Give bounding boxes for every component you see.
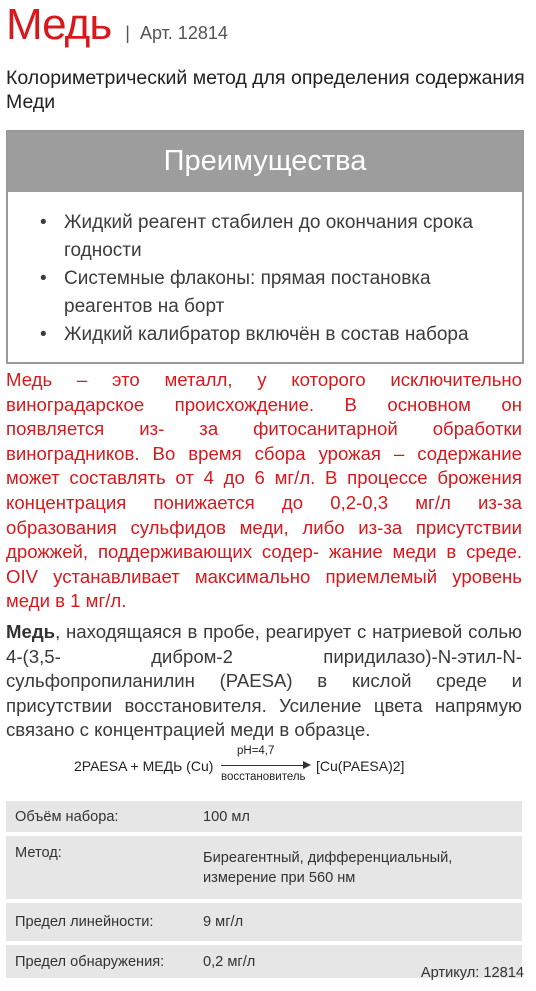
bullet-icon: • — [40, 212, 47, 233]
title-separator: | — [125, 23, 130, 43]
page-header — [6, 0, 228, 50]
bullet-icon: • — [40, 324, 47, 345]
footer-article: Артикул: 12814 — [420, 965, 524, 981]
reaction-equation — [74, 744, 474, 788]
advantages-heading: Преимущества — [8, 132, 522, 192]
spec-value: 0,2 мг/л — [195, 945, 522, 978]
description-text: , находящаяся в пробе, реагирует с натриевой солью 4-(3,5- дибром-2 пиридилазо)-N-этил-N-сульфопропиланилин (PAESA) в кислой среде и присутствии восстановителя. Усиление цвета напрямую связано с концентрацией меди в образце. — [6, 621, 522, 741]
description-paragraph — [6, 620, 522, 743]
specs-table — [6, 801, 522, 978]
spec-value: 100 мл — [195, 801, 522, 832]
spec-label: Метод: — [6, 836, 195, 899]
list-item — [34, 321, 498, 349]
advantage-text: Жидкий реагент стабилен до окончания срока годности — [64, 212, 473, 261]
page-title: Медь — [6, 0, 112, 49]
advantage-text: Системные флаконы: прямая постановка реагентов на борт — [64, 268, 431, 317]
bullet-icon: • — [40, 268, 47, 289]
article-number: Арт. 12814 — [139, 23, 228, 43]
intro-paragraph: Медь – это металл, у которого исключительно виноградарское происхождение. В основном он появляется из- за фитосанитарной обработки виноградников. Во время сбора урожая – содержание может составлять от 4 до 6 мг/л. В процессе брожения концентрация понижается до 0,2-0,3 мг/л из-за образования сульфидов меди, либо из-за присутствии дрожжей, поддерживающих содер- жание меди в среде. OIV устанавливает максимально приемлемый уровень меди в 1 мг/л. — [6, 369, 522, 612]
list-item — [34, 265, 498, 321]
spec-label: Предел линейности: — [6, 903, 195, 941]
list-item — [34, 209, 498, 265]
reaction-arrow-line — [221, 765, 307, 766]
advantages-box — [6, 130, 524, 364]
description-bold-lead: Медь — [6, 621, 56, 642]
spec-label: Объём набора: — [6, 801, 195, 832]
advantages-list — [8, 192, 522, 349]
arrow-right-icon — [303, 761, 311, 769]
reaction-condition-reducer: восстановитель — [221, 771, 306, 783]
table-row — [6, 801, 522, 832]
table-row — [6, 903, 522, 941]
reaction-condition-ph: pH=4,7 — [237, 745, 275, 757]
spec-value: Биреагентный, дифференциальный, измерение при 560 нм — [195, 836, 522, 899]
page-subtitle: Колориметрический метод для определения содержания Меди — [6, 67, 525, 113]
reaction-reactants: 2PAESA + МЕДЬ (Cu) — [74, 758, 214, 774]
table-row — [6, 836, 522, 899]
spec-label: Предел обнаружения: — [6, 945, 195, 978]
reaction-product: [Cu(PAESA)2] — [316, 758, 405, 774]
advantage-text: Жидкий калибратор включён в состав набора — [64, 324, 469, 345]
spec-value: 9 мг/л — [195, 903, 522, 941]
